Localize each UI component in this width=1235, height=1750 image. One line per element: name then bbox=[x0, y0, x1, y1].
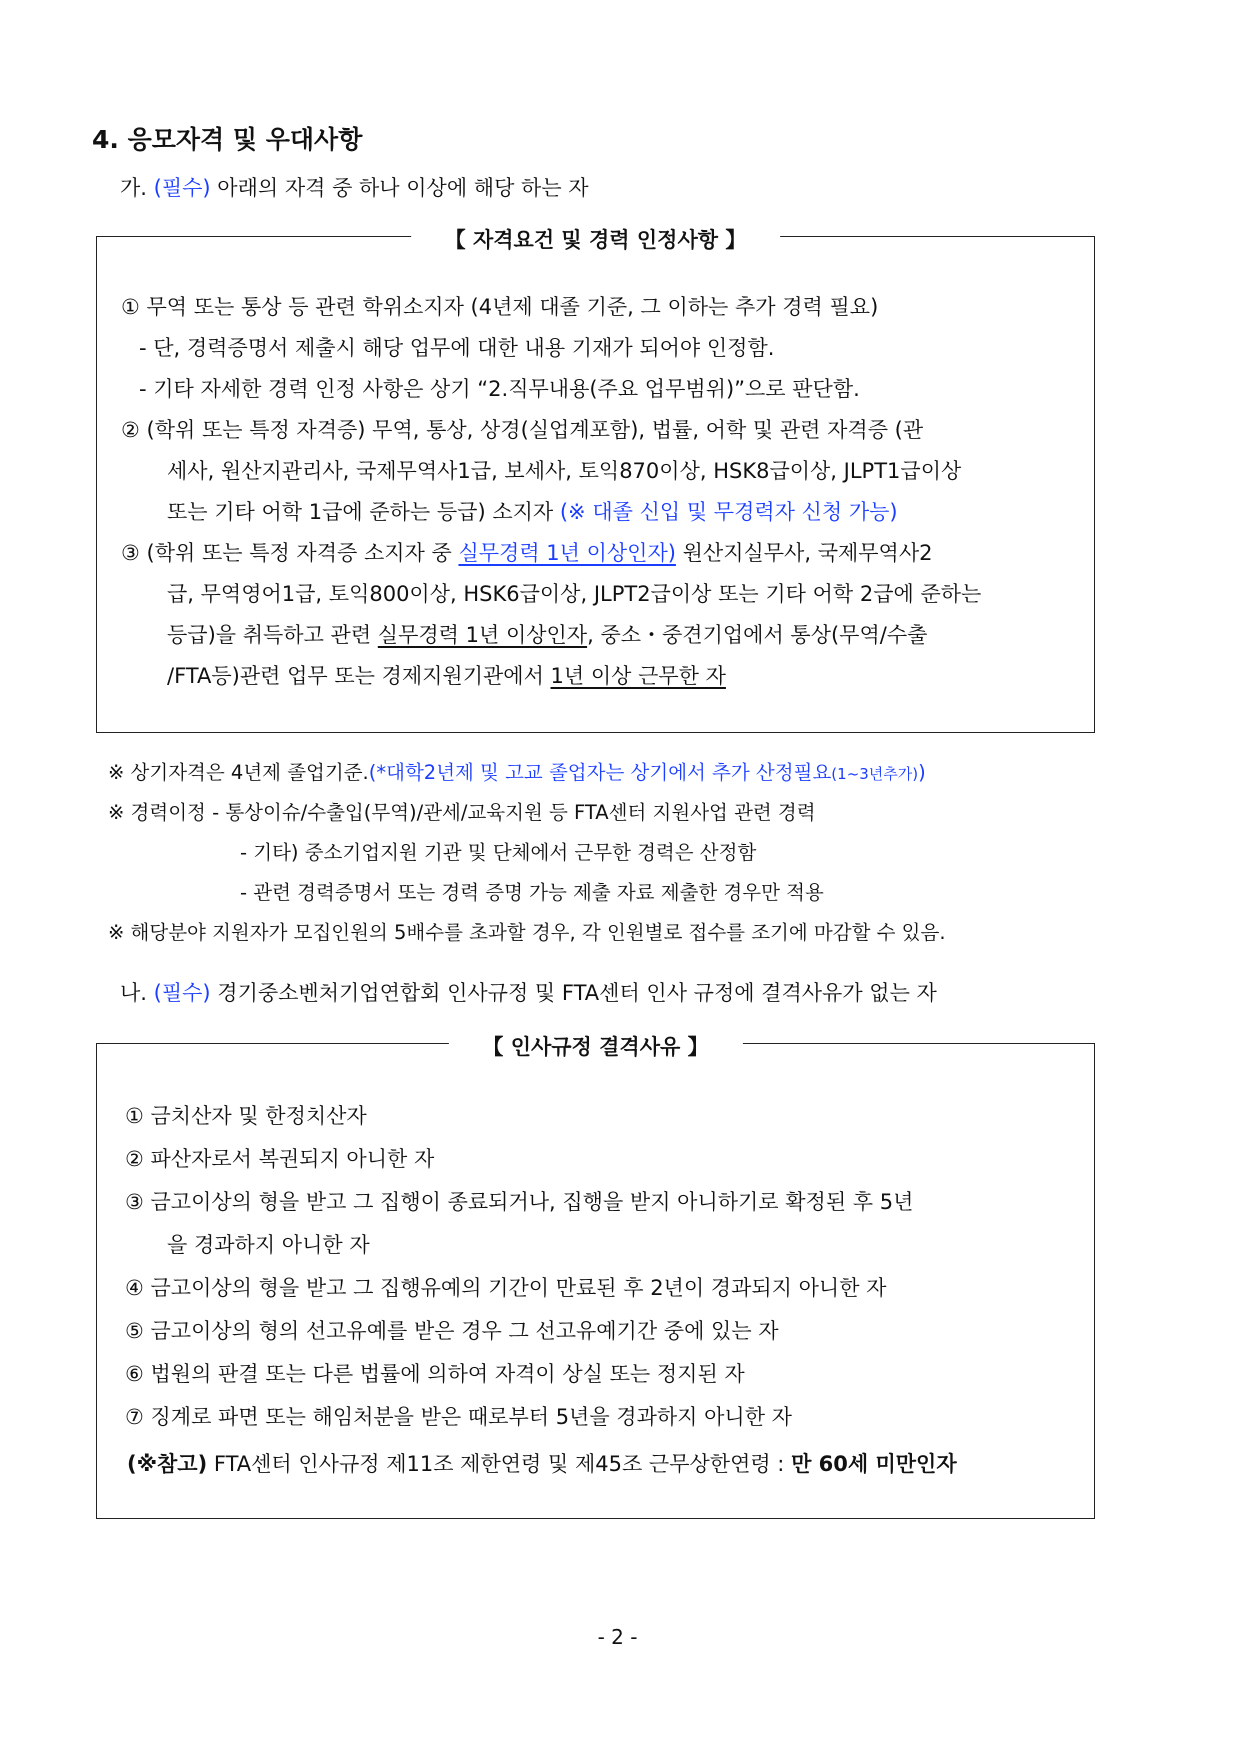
disq-item-1: ① 금치산자 및 한정치산자 bbox=[125, 1104, 367, 1128]
age-limit-reference bbox=[127, 1448, 957, 1478]
qualification-box-title: 【 자격요건 및 경력 인정사항 】 bbox=[411, 224, 781, 254]
note-2: ※ 경력이정 - 통상이슈/수출입(무역)/관세/교육지원 등 FTA센터 지원사업 관련 경력 bbox=[108, 801, 816, 824]
note-1-c: (1~3년추가) bbox=[831, 765, 919, 783]
subsection-a-prefix: 가. bbox=[120, 176, 154, 200]
subsection-a bbox=[120, 172, 589, 202]
note-1-d: ) bbox=[918, 761, 926, 784]
qual-item-3-underline-1: 실무경력 1년 이상인자 bbox=[377, 623, 588, 647]
subsection-b-text: 경기중소벤처기업연합회 인사규정 및 FTA센터 인사 규정에 결격사유가 없는 자 bbox=[210, 981, 937, 1005]
reference-label: (※참고) bbox=[127, 1452, 208, 1476]
note-1-b: (*대학2년제 및 고교 졸업자는 상기에서 추가 산정필요 bbox=[368, 761, 832, 784]
section-title: 4. 응모자격 및 우대사항 bbox=[92, 125, 363, 154]
note-3: - 기타) 중소기업지원 기관 및 단체에서 근무한 경력은 산정함 bbox=[240, 841, 757, 864]
qual-item-1: ① 무역 또는 통상 등 관련 학위소지자 (4년제 대졸 기준, 그 이하는 추가 경력 필요) bbox=[121, 295, 879, 319]
note-4: - 관련 경력증명서 또는 경력 증명 가능 제출 자료 제출한 경우만 적용 bbox=[240, 881, 824, 904]
qual-item-2-line-1: ② (학위 또는 특정 자격증) 무역, 통상, 상경(실업계포함), 법률, 어학 및 관련 자격증 (관 bbox=[121, 418, 924, 442]
required-tag-b: (필수) bbox=[153, 981, 211, 1005]
qual-item-3-line-1 bbox=[121, 537, 933, 567]
page-number: - 2 - bbox=[597, 1625, 638, 1649]
qual-item-3-line-1-b: 원산지실무사, 국제무역사2 bbox=[675, 541, 933, 565]
qual-item-3-underline-2: 1년 이상 근무한 자 bbox=[550, 664, 726, 688]
qual-item-2-line-3 bbox=[167, 496, 898, 526]
subsection-a-text: 아래의 자격 중 하나 이상에 해당 하는 자 bbox=[210, 176, 589, 200]
disq-item-3-line-1: ③ 금고이상의 형을 받고 그 집행이 종료되거나, 집행을 받지 아니하기로 확정된 후 5년 bbox=[125, 1190, 914, 1214]
qual-item-3-highlight: 실무경력 1년 이상인자) bbox=[458, 541, 676, 565]
qual-item-3-line-4-a: /FTA등)관련 업무 또는 경제지원기관에서 bbox=[167, 664, 551, 688]
qual-item-3-line-2: 급, 무역영어1급, 토익800이상, HSK6급이상, JLPT2급이상 또는 기타 어학 2급에 준하는 bbox=[167, 582, 982, 606]
qual-item-3-line-3-b: , 중소・중견기업에서 통상(무역/수출 bbox=[587, 623, 928, 647]
note-1 bbox=[108, 757, 926, 785]
disq-item-7: ⑦ 징계로 파면 또는 해임처분을 받은 때로부터 5년을 경과하지 아니한 자 bbox=[125, 1405, 792, 1429]
qual-item-1-dash-2: - 기타 자세한 경력 인정 사항은 상기 “2.직무내용(주요 업무범위)”으로 판단함. bbox=[139, 377, 860, 401]
reference-age-limit: 만 60세 미만인자 bbox=[791, 1452, 957, 1476]
disq-item-6: ⑥ 법원의 판결 또는 다른 법률에 의하여 자격이 상실 또는 정지된 자 bbox=[125, 1362, 745, 1386]
disq-item-4: ④ 금고이상의 형을 받고 그 집행유예의 기간이 만료된 후 2년이 경과되지 아니한 자 bbox=[125, 1276, 887, 1300]
qual-item-1-dash-1: - 단, 경력증명서 제출시 해당 업무에 대한 내용 기재가 되어야 인정함. bbox=[139, 336, 775, 360]
note-5: ※ 해당분야 지원자가 모집인원의 5배수를 초과할 경우, 각 인원별로 접수를 조기에 마감할 수 있음. bbox=[108, 921, 946, 944]
disqualification-box-title: 【 인사규정 결격사유 】 bbox=[448, 1031, 742, 1061]
qual-item-3-line-1-a: ③ (학위 또는 특정 자격증 소지자 중 bbox=[121, 541, 459, 565]
qual-item-2-note: (※ 대졸 신입 및 무경력자 신청 가능) bbox=[559, 500, 898, 524]
disq-item-5: ⑤ 금고이상의 형의 선고유예를 받은 경우 그 선고유예기간 중에 있는 자 bbox=[125, 1319, 779, 1343]
subsection-b bbox=[120, 977, 937, 1007]
reference-text: FTA센터 인사규정 제11조 제한연령 및 제45조 근무상한연령 : bbox=[207, 1452, 792, 1476]
qualification-box bbox=[96, 228, 1095, 733]
note-1-a: ※ 상기자격은 4년제 졸업기준. bbox=[108, 761, 369, 784]
disq-item-3-line-2: 을 경과하지 아니한 자 bbox=[167, 1233, 370, 1257]
qual-item-2-line-3-text: 또는 기타 어학 1급에 준하는 등급) 소지자 bbox=[167, 500, 560, 524]
disq-item-2: ② 파산자로서 복권되지 아니한 자 bbox=[125, 1147, 435, 1171]
qual-item-3-line-3-a: 등급)을 취득하고 관련 bbox=[167, 623, 378, 647]
disqualification-box bbox=[96, 1035, 1095, 1519]
qual-item-3-line-4 bbox=[167, 660, 726, 690]
qual-item-2-line-2: 세사, 원산지관리사, 국제무역사1급, 보세사, 토익870이상, HSK8급이상, JLPT1급이상 bbox=[167, 459, 962, 483]
qual-item-3-line-3 bbox=[167, 619, 927, 649]
required-tag: (필수) bbox=[153, 176, 211, 200]
subsection-b-prefix: 나. bbox=[120, 981, 154, 1005]
